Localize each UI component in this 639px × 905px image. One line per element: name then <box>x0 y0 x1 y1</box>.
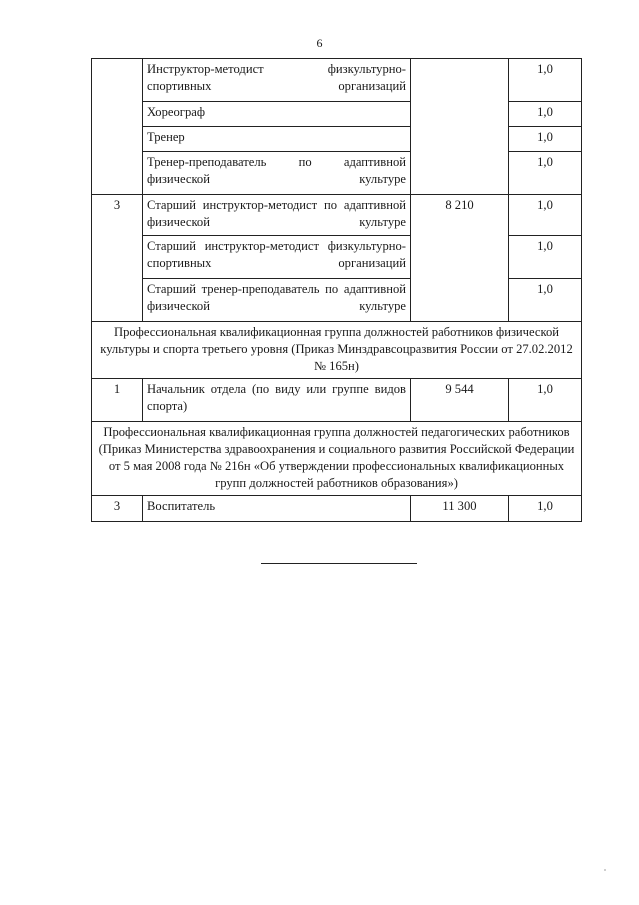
table-row <box>92 127 582 152</box>
table-row <box>92 102 582 127</box>
coefficient-cell: 1,0 <box>509 102 582 127</box>
salary-cell: 9 544 <box>411 379 509 422</box>
group-header-row <box>92 322 582 379</box>
salary-table <box>91 58 582 522</box>
scan-speck <box>604 869 606 871</box>
position-cell: Старший инструктор-методист по адаптивной физической культуре <box>143 195 411 236</box>
position-cell: Начальник отдела (по виду или группе видов спорта) <box>143 379 411 422</box>
salary-cell: 8 210 <box>411 195 509 322</box>
position-cell: Тренер <box>143 127 411 152</box>
coefficient-cell: 1,0 <box>509 127 582 152</box>
table-row <box>92 59 582 102</box>
position-cell: Тренер-преподаватель по адаптивной физической культуре <box>143 152 411 195</box>
coefficient-cell: 1,0 <box>509 279 582 322</box>
position-cell: Инструктор-методист физкультурно-спортивных организаций <box>143 59 411 102</box>
row-number-cell: 3 <box>92 496 143 522</box>
salary-cell <box>411 59 509 195</box>
table-row <box>92 496 582 522</box>
row-number-cell: 3 <box>92 195 143 322</box>
salary-cell: 11 300 <box>411 496 509 522</box>
coefficient-cell: 1,0 <box>509 59 582 102</box>
position-cell: Старший инструктор-методист физкультурно-спортивных организаций <box>143 236 411 279</box>
table-row <box>92 379 582 422</box>
table-row <box>92 195 582 236</box>
table-row <box>92 152 582 195</box>
page-number: 6 <box>316 36 323 50</box>
position-cell: Старший тренер-преподаватель по адаптивной физической культуре <box>143 279 411 322</box>
row-number-cell <box>92 59 143 195</box>
group-header-row <box>92 422 582 496</box>
table-row <box>92 279 582 322</box>
coefficient-cell: 1,0 <box>509 236 582 279</box>
position-cell: Хореограф <box>143 102 411 127</box>
coefficient-cell: 1,0 <box>509 379 582 422</box>
qualification-group-heading: Профессиональная квалификационная группа должностей педагогических работников (Приказ Министерства здравоохранения и социального развития Российской Федерации от 5 мая 2008 года № 216н «Об утверждении профессиональных квалификационных групп должностей работников образования») <box>92 422 582 496</box>
qualification-group-heading: Профессиональная квалификационная группа должностей работников физической культуры и спорта третьего уровня (Приказ Минздравсоцразвития России от 27.02.2012 № 165н) <box>92 322 582 379</box>
coefficient-cell: 1,0 <box>509 496 582 522</box>
position-cell: Воспитатель <box>143 496 411 522</box>
table-row <box>92 236 582 279</box>
coefficient-cell: 1,0 <box>509 195 582 236</box>
coefficient-cell: 1,0 <box>509 152 582 195</box>
end-of-document-rule <box>261 563 417 564</box>
row-number-cell: 1 <box>92 379 143 422</box>
